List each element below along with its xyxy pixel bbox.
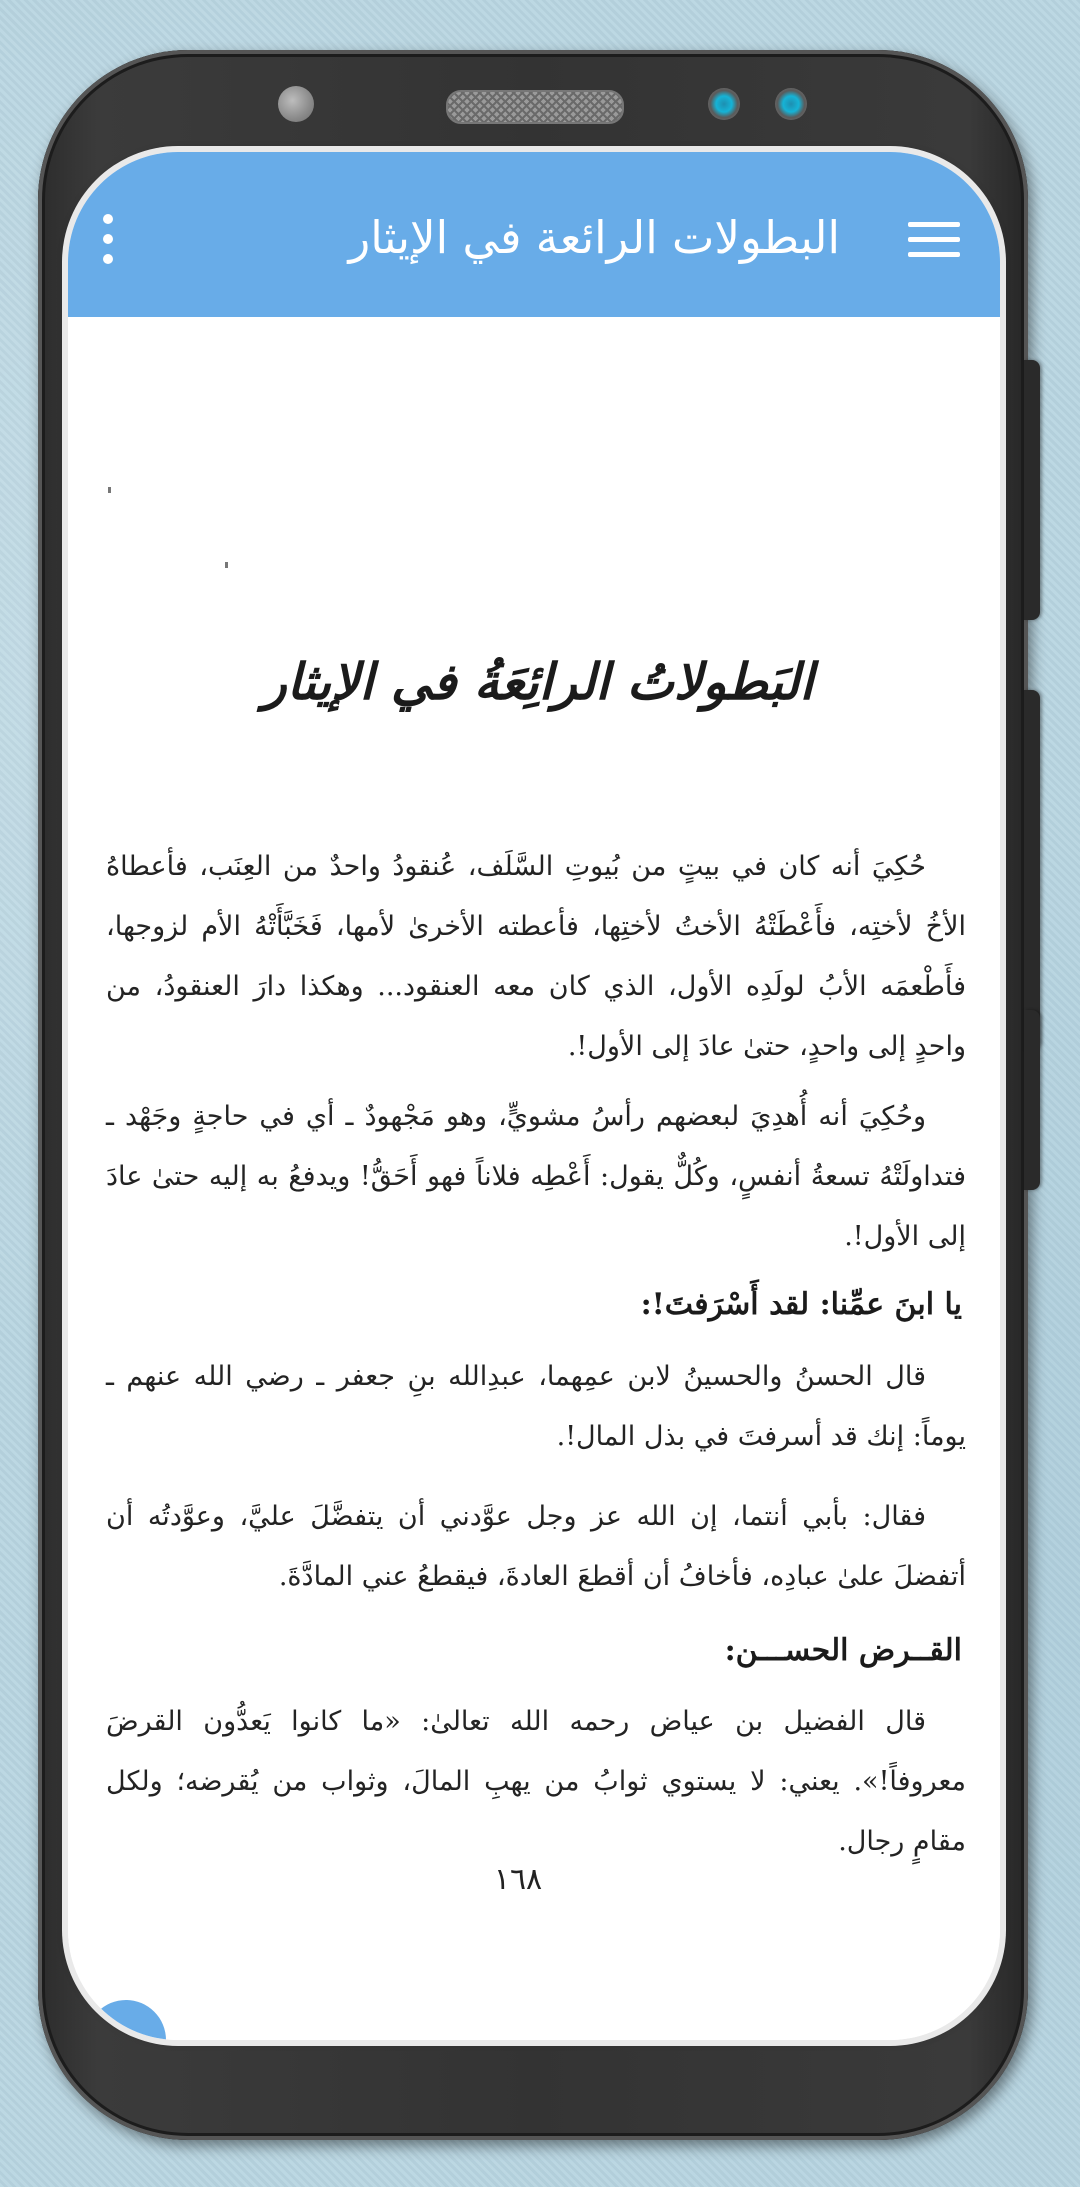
phone-side-button [1024, 690, 1040, 1050]
phone-side-button [1024, 1010, 1040, 1190]
chapter-heading: البَطولاتُ الرائِعَةُ في الإيثار [262, 652, 814, 711]
paragraph [106, 837, 966, 1077]
light-sensor-icon [775, 88, 807, 120]
paragraph-text: فقال: بأبي أنتما، إن الله عز وجل عوَّدني أن يتفضَّلَ عليَّ، وعوَّدتُه أن أتفضلَ علىٰ عبادِه، فأخافُ أن أقطعَ العادةَ، فيقطعُ عني المادَّةَ. [106, 1501, 966, 1592]
phone-side-button [1024, 360, 1040, 620]
paragraph [106, 1347, 966, 1467]
paragraph-text: قال الحسنُ والحسينُ لابن عمِهما، عبدِالله بنِ جعفر ـ رضي الله عنهم ـ يوماً: إنك قد أسرفتَ في بذل المال!. [106, 1361, 966, 1452]
more-vertical-icon[interactable] [98, 214, 118, 266]
page-number: ١٦٨ [493, 1862, 543, 1897]
paragraph-text: قال الفضيل بن عياض رحمه الله تعالىٰ: «ما كانوا يَعدُّون القرضَ معروفاً!». يعني: لا يستوي ثوابُ من يهبِ المالَ، وثواب من يُقرضه؛ ولكل مقامٍ رجال. [106, 1706, 966, 1857]
section-subheading: القــرض الحســـن: [724, 1633, 962, 1668]
book-page [68, 317, 1000, 2040]
hamburger-menu-icon[interactable] [908, 220, 960, 260]
phone-frame [38, 50, 1028, 2140]
app-bar [68, 152, 1000, 317]
phone-screen [68, 152, 1000, 2040]
app-title: البطولات الرائعة في الإيثار [348, 211, 840, 264]
paragraph [106, 1087, 966, 1267]
paragraph [106, 1692, 966, 1872]
paragraph-text: حُكِيَ أنه كان في بيتٍ من بُيوتِ السَّلَف، عُنقودُ واحدٌ من العِنَب، فأعطاهُ الأخُ لأختِه، فأَعْطَتْهُ الأختُ لأختِها، فأعطته الأخرىٰ لأمها، فَخَبَّأَتْهُ الأم لزوجها، فأَطْعمَه الأبُ لولَدِه الأول، الذي كان معه العنقود... وهكذا دارَ العنقودُ، من واحدٍ إلى واحدٍ، حتىٰ عادَ إلى الأول!. [106, 851, 966, 1062]
earpiece-speaker-icon [446, 90, 624, 124]
scan-speck [225, 562, 228, 568]
section-subheading: يا ابنَ عمِّنا: لقد أَسْرَفتَ!: [640, 1287, 962, 1322]
proximity-sensor-icon [708, 88, 740, 120]
scan-speck [108, 487, 111, 493]
front-camera-icon [278, 86, 314, 122]
paragraph-text: وحُكِيَ أنه أُهدِيَ لبعضهم رأسُ مشويٍّ، وهو مَجْهودٌ ـ أي في حاجةٍ وجَهْد ـ فتداولَتْهُ تسعةُ أنفسٍ، وكُلٌّ يقول: أَعْطِه فلاناً فهو أَحَقُّ! ويدفعُ به إليه حتىٰ عادَ إلى الأول!. [106, 1101, 966, 1252]
paragraph [106, 1487, 966, 1607]
